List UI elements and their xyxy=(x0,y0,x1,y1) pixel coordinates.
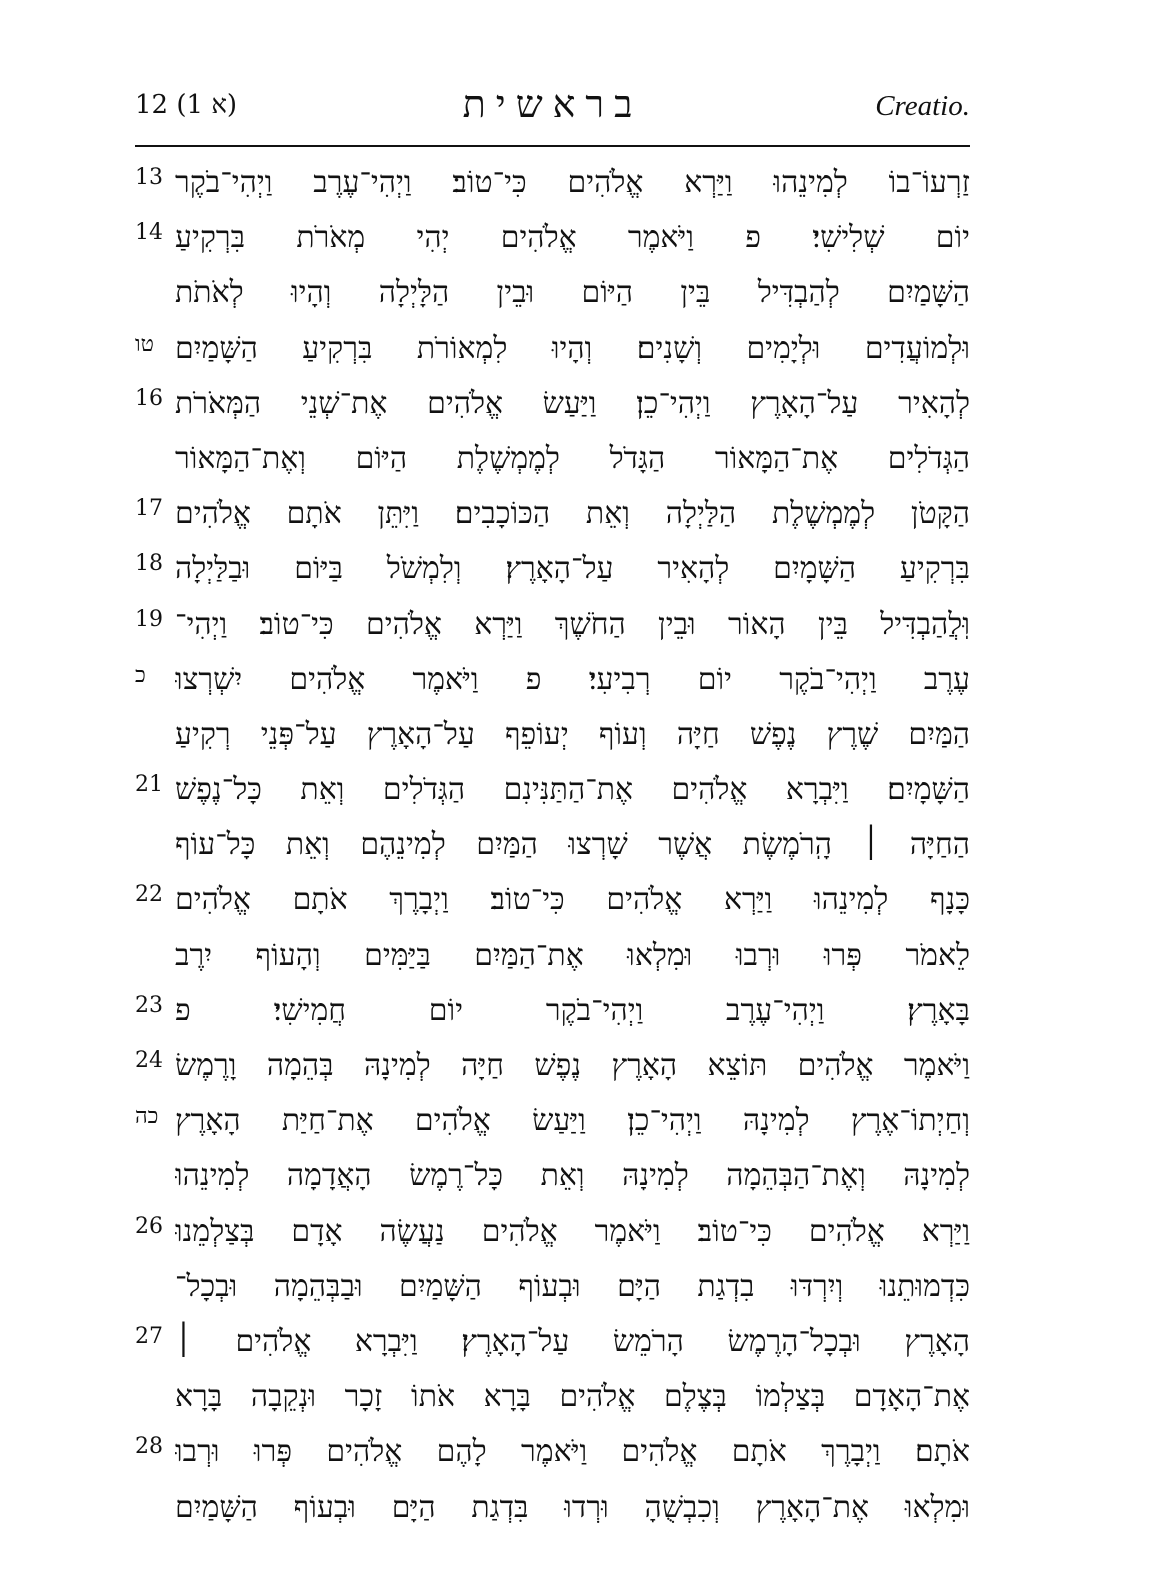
header-rule xyxy=(135,145,970,147)
hebrew-text-line: יוֹם שְׁלִישִׁי׃ פ וַיֹּאמֶר אֱלֹהִים יְהִי מְאֹרֹת בִּרְקִיעַ xyxy=(175,220,970,256)
verse-number: כה xyxy=(135,1104,159,1130)
verse-number: 13 xyxy=(135,165,163,190)
book-title: בראשית xyxy=(462,82,643,126)
text-line xyxy=(135,983,970,1038)
text-line xyxy=(135,597,970,652)
text-line xyxy=(135,321,970,376)
verse-number: 17 xyxy=(135,496,163,522)
text-line xyxy=(135,541,970,596)
text-line xyxy=(135,376,970,431)
hebrew-text-line: וּלְמוֹעֲדִים וּלְיָמִים וְשָׁנִים׃ וְהָיוּ לִמְאוֹרֹת בִּרְקִיעַ הַשָּׁמַיִם xyxy=(175,330,970,366)
text-line xyxy=(135,210,970,265)
verse-number: 14 xyxy=(135,220,163,246)
text-line xyxy=(135,486,970,541)
text-line xyxy=(135,928,970,983)
hebrew-text-line: בִּרְקִיעַ הַשָּׁמָיִם לְהָאִיר עַל־הָאָרֶץ׃ וְלִמְשֹׁל בַּיּוֹם וּבַלַּיְלָה xyxy=(175,551,970,587)
text-line xyxy=(135,1369,970,1424)
text-line xyxy=(135,155,970,210)
verse-number: 18 xyxy=(135,551,163,577)
hebrew-text-line: וּֽלֲהַבְדִּיל בֵּין הָאוֹר וּבֵין הַחֹשֶׁךְ וַיַּרְא אֱלֹהִים כִּי־טוֹב׃ וַיְהִי־ xyxy=(175,606,970,642)
hebrew-text-line: אֹתָם׃ וַיְבָרֶךְ אֹתָם אֱלֹהִים וַיֹּאמֶר לָהֶם אֱלֹהִים פְּרוּ וּרְבוּ xyxy=(175,1434,970,1470)
hebrew-text-line: הָאָרֶץ וּבְכָל־הָרֶמֶשׂ הָרֹמֵשׂ עַל־הָאָרֶץ׃ וַיִּבְרָא אֱלֹהִים ׀ xyxy=(175,1323,970,1359)
verse-number: 22 xyxy=(135,882,163,908)
text-line xyxy=(135,1480,970,1535)
hebrew-text-line: הַמַּיִם שֶׁרֶץ נֶפֶשׁ חַיָּה וְעוֹף יְעוֹפֵף עַל־הָאָרֶץ עַל־פְּנֵי רְקִיעַ xyxy=(175,716,970,752)
hebrew-text-line: הַקָּטֹן לְמֶמְשֶׁלֶת הַלַּיְלָה וְאֵת הַכּוֹכָבִים׃ וַיִּתֵּן אֹתָם אֱלֹהִים xyxy=(175,496,970,532)
text-line xyxy=(135,1314,970,1369)
verse-number: טו xyxy=(135,331,154,357)
hebrew-text-line: בָּאָרֶץ׃ וַיְהִי־עֶרֶב וַיְהִי־בֹקֶר יוֹם חֲמִישִׁי׃ פ xyxy=(175,992,970,1028)
text-line xyxy=(135,1259,970,1314)
verse-number: 19 xyxy=(135,606,163,632)
text-line xyxy=(135,872,970,927)
hebrew-text-line: הַגְּדֹלִים אֶת־הַמָּאוֹר הַגָּדֹל לְמֶמְשֶׁלֶת הַיּוֹם וְאֶת־הַמָּאוֹר xyxy=(175,440,970,476)
hebrew-text-line: וַיַּרְא אֱלֹהִים כִּי־טוֹב׃ וַיֹּאמֶר אֱלֹהִים נַעֲשֶׂה אָדָם בְּצַלְמֵנוּ xyxy=(175,1213,970,1249)
text-line xyxy=(135,431,970,486)
text-line xyxy=(135,707,970,762)
verse-number: 28 xyxy=(135,1434,163,1460)
hebrew-text-line: לְהָאִיר עַל־הָאָרֶץ וַיְהִי־כֵן׃ וַיַּעַשׂ אֱלֹהִים אֶת־שְׁנֵי הַמְּאֹרֹת xyxy=(175,385,970,421)
text-line xyxy=(135,1424,970,1479)
text-line xyxy=(135,1148,970,1203)
hebrew-text-line: לְמִינָהּ וְאֶת־הַבְּהֵמָה לְמִינָהּ וְאֵת כָּל־רֶמֶשׂ הָאֲדָמָה לְמִינֵהוּ xyxy=(175,1158,970,1194)
text-line xyxy=(135,762,970,817)
text-line xyxy=(135,652,970,707)
verse-number: 24 xyxy=(135,1048,163,1073)
hebrew-text-line: לֵאמֹר פְּרוּ וּרְבוּ וּמִלְאוּ אֶת־הַמַּיִם בַּיַּמִּים וְהָעוֹף יִרֶב xyxy=(175,937,970,973)
hebrew-text-line: זַרְעוֹ־בוֹ לְמִינֵהוּ וַיַּרְא אֱלֹהִים כִּי־טוֹב׃ וַיְהִי־עֶרֶב וַיְהִי־בֹקֶר xyxy=(175,165,970,200)
section-title: Creatio. xyxy=(875,90,970,122)
hebrew-text-line: הַחַיָּה ׀ הָֽרֹמֶשֶׂת אֲשֶׁר שָׁרְצוּ הַמַּיִם לְמִינֵהֶם וְאֵת כָּל־עוֹף xyxy=(175,827,970,863)
text-line xyxy=(135,1038,970,1093)
hebrew-text-line: וּמִלְאוּ אֶת־הָאָרֶץ וְכִבְשֻׁהָ וּרְדוּ בִּדְגַת הַיָּם וּבְעוֹף הַשָּׁמַיִם xyxy=(175,1489,970,1525)
hebrew-text-line: וַיֹּאמֶר אֱלֹהִים תּוֹצֵא הָאָרֶץ נֶפֶשׁ חַיָּה לְמִינָהּ בְּהֵמָה וָרֶמֶשׂ xyxy=(175,1048,970,1083)
verse-number: 23 xyxy=(135,992,163,1018)
text-line xyxy=(135,265,970,320)
text-line xyxy=(135,817,970,872)
text-line xyxy=(135,1093,970,1148)
hebrew-text-line: כָּנָף לְמִינֵהוּ וַיַּרְא אֱלֹהִים כִּי־טוֹב׃ וַיְבָרֶךְ אֹתָם אֱלֹהִים xyxy=(175,882,970,918)
text-block xyxy=(135,155,970,1535)
verse-number: 16 xyxy=(135,385,163,411)
verse-number: 21 xyxy=(135,772,163,798)
verse-number: 27 xyxy=(135,1323,163,1349)
hebrew-text-line: הַשָּׁמָיִם׃ וַיִּבְרָא אֱלֹהִים אֶת־הַתַּנִּינִם הַגְּדֹלִים וְאֵת כָּל־נֶפֶשׁ xyxy=(175,772,970,808)
text-line xyxy=(135,1204,970,1259)
hebrew-text-line: עֶרֶב וַיְהִי־בֹקֶר יוֹם רְבִיעִי׃ פ וַיֹּאמֶר אֱלֹהִים יִשְׁרְצוּ xyxy=(175,661,970,697)
running-head xyxy=(135,82,970,132)
page-number: 12 (1 א) xyxy=(135,90,238,120)
hebrew-text-line: וְחַיְתוֹ־אֶרֶץ לְמִינָהּ וַיְהִי־כֵן׃ וַיַּעַשׂ אֱלֹהִים אֶת־חַיַּת הָאָרֶץ xyxy=(175,1103,970,1139)
verse-number: כ xyxy=(135,662,146,688)
hebrew-text-line: כִּדְמוּתֵנוּ וְיִרְדּוּ בִדְגַת הַיָּם וּבְעוֹף הַשָּׁמַיִם וּבַבְּהֵמָה וּבְכָל־ xyxy=(175,1268,970,1304)
hebrew-text-line: אֶת־הָאָדָם בְּצַלְמוֹ בְּצֶלֶם אֱלֹהִים בָּרָא אֹתוֹ זָכָר וּנְקֵבָה בָּרָא xyxy=(175,1379,970,1415)
verse-number: 26 xyxy=(135,1213,163,1239)
hebrew-text-line: הַשָּׁמַיִם לְהַבְדִּיל בֵּין הַיּוֹם וּבֵין הַלָּיְלָה וְהָיוּ לְאֹתֹת xyxy=(175,275,970,311)
